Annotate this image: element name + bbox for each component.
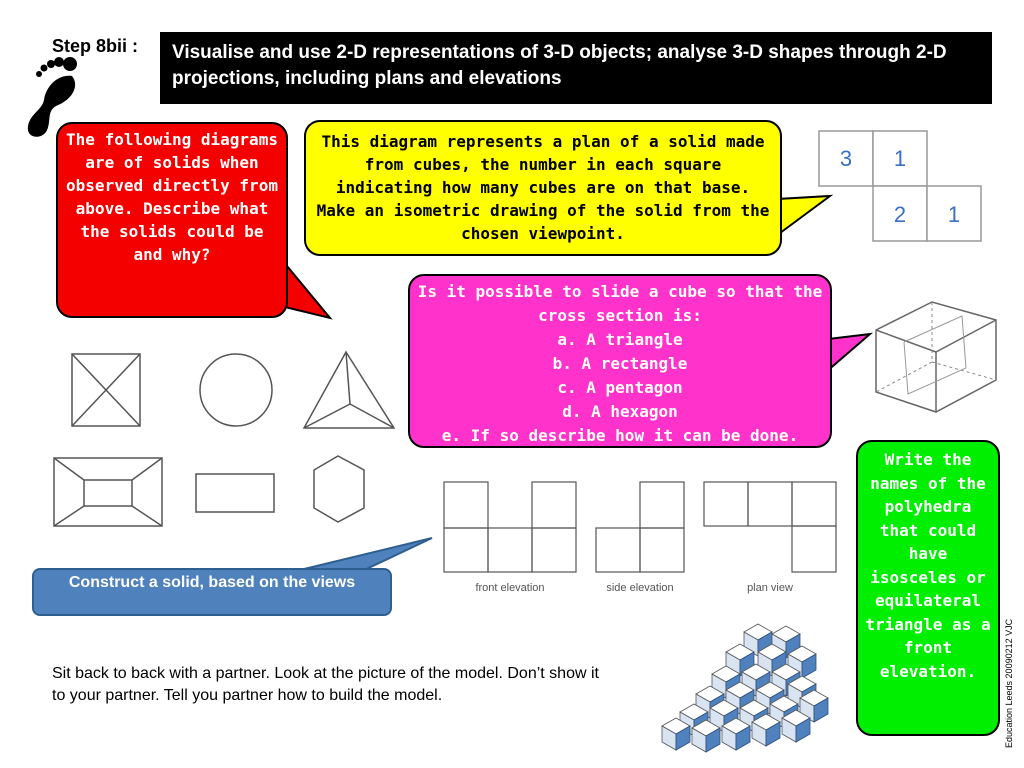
list-item: d. A hexagon (562, 402, 678, 421)
rectangle-shape (196, 474, 274, 512)
plan-grid (818, 130, 986, 244)
square-with-diagonals-shape (72, 354, 140, 426)
triangle-with-centre-shape (304, 352, 394, 428)
front-elevation-grid (444, 482, 576, 572)
yellow-speech-bubble: This diagram represents a plan of a solid made from cubes, the number in each square indicating how many cubes are on that base. Make an isometric drawing of the solid from the chosen viewpoint. (304, 120, 782, 256)
plan-cell-value: 3 (839, 146, 853, 171)
credit-text: Education Leeds 20090212 VJC (1004, 618, 1014, 748)
solid-plans (48, 346, 408, 536)
side-elevation-label: side elevation (606, 582, 674, 594)
isometric-cube-model (652, 616, 838, 756)
circle-shape (200, 354, 272, 426)
list-item: a. A triangle (557, 330, 683, 349)
wireframe-cube (870, 296, 1002, 420)
plan-view-label: plan view (747, 582, 793, 594)
green-speech-bubble: Write the names of the polyhedra that could have isosceles or equilateral triangle as a front elevation. (856, 440, 1000, 736)
plan-view-grid (704, 482, 836, 572)
plan-cell-value: 2 (893, 202, 907, 227)
list-item: c. A pentagon (557, 378, 683, 397)
list-item: e. If so describe how it can be done. (441, 426, 799, 445)
front-elevation-label: front elevation (475, 582, 545, 594)
page-title: Visualise and use 2-D representations of 3-D objects; analyse 3-D shapes through 2-D projections, including plans and elevations (160, 32, 992, 104)
plan-cell-value: 1 (893, 146, 907, 171)
plan-cell-value: 1 (947, 202, 961, 227)
pink-speech-bubble (408, 274, 832, 448)
list-item: b. A rectangle (552, 354, 688, 373)
red-speech-bubble: The following diagrams are of solids when observed directly from above. Describe what the solids could be and why? (56, 122, 288, 318)
instruction-text: Sit back to back with a partner. Look at the picture of the model. Don’t show it to your partner. Tell you partner how to build the model. (52, 665, 599, 704)
step-label: Step 8bii : (52, 36, 139, 56)
cube-stack (662, 624, 828, 752)
frustum-shape (54, 458, 162, 526)
construct-solid-box: Construct a solid, based on the views (32, 568, 392, 616)
pink-bubble-intro: Is it possible to slide a cube so that the cross section is: (417, 282, 823, 325)
elevation-views (440, 480, 840, 598)
hexagon-shape (314, 456, 364, 522)
side-elevation-grid (596, 482, 684, 572)
